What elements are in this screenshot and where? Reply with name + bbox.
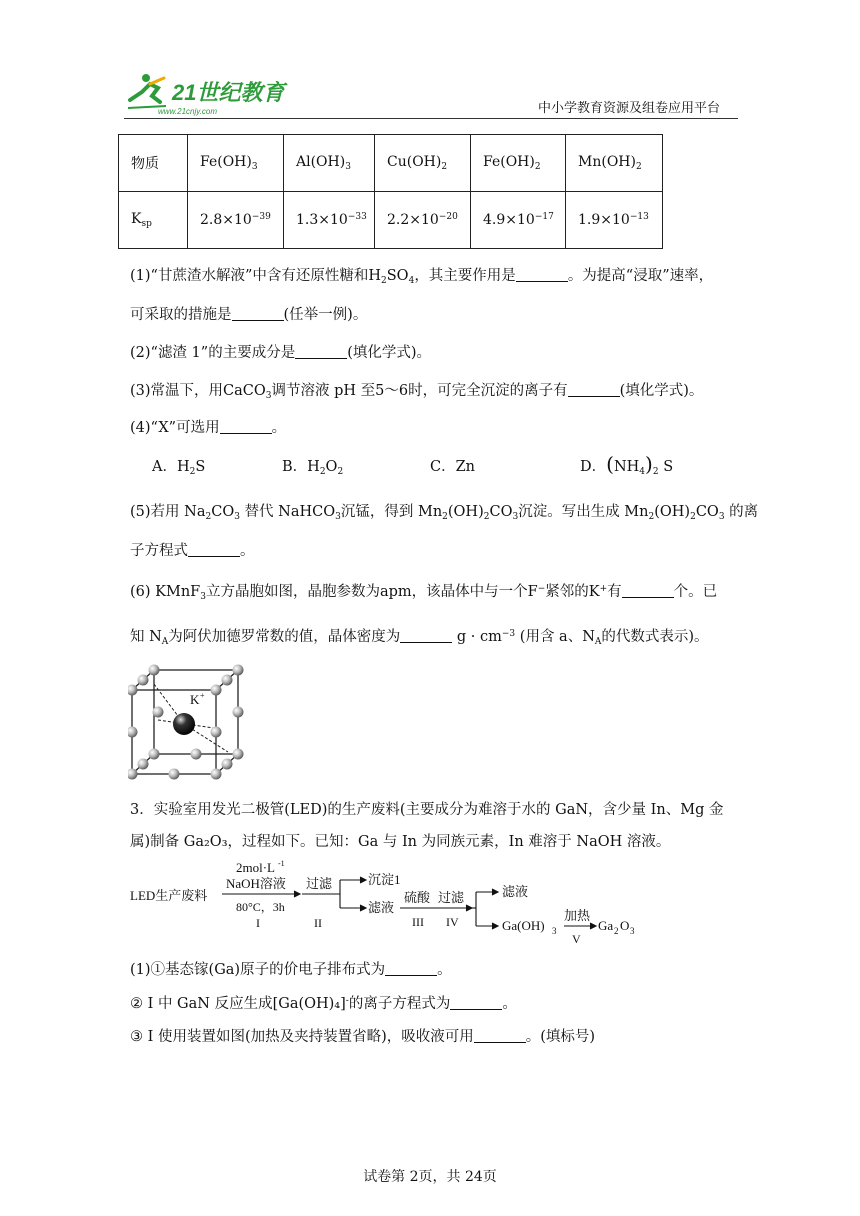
question-1-line-1: (1)“甘蔗渣水解液”中含有还原性糖和$H_2SO_4$，其主要作用是 。为提高“浸取”速率， — [130, 268, 714, 286]
answer-blank[interactable] — [474, 1030, 526, 1043]
table-cell: 物质 — [119, 135, 188, 192]
answer-blank[interactable] — [220, 421, 272, 434]
process-flowchart — [130, 854, 650, 950]
table-cell: $1.3\times 10^{-33}$ — [284, 192, 375, 249]
answer-blank[interactable] — [450, 997, 502, 1010]
flow-start: LED生产废料 — [130, 888, 208, 903]
question-5-line-2: 子方程式 。 — [130, 543, 255, 559]
option-c[interactable]: C．Zn — [430, 459, 476, 475]
flow-heat: 加热 — [564, 908, 591, 923]
flow-acid: 硫酸 — [404, 890, 431, 905]
flow-gallium-oxide: Ga — [598, 918, 614, 933]
answer-blank[interactable] — [400, 630, 452, 643]
answer-blank[interactable] — [622, 585, 674, 598]
question-2: (2)“滤渣 1”的主要成分是 (填化学式)。 — [130, 345, 432, 361]
answer-blank[interactable] — [385, 963, 437, 976]
svg-text:3: 3 — [552, 926, 557, 936]
runner-icon — [128, 74, 166, 108]
logo-text: 21世纪教育 — [172, 80, 285, 105]
table-row — [119, 135, 663, 192]
flow-filtrate-2: 滤液 — [502, 884, 529, 899]
potassium-label: K — [190, 692, 200, 707]
logo — [124, 70, 294, 118]
table-row — [119, 192, 663, 249]
answer-blank[interactable] — [188, 544, 240, 557]
answer-blank[interactable] — [232, 308, 284, 321]
question-3: (3)常温下，用CaCO$_3$调节溶液 pH 至5～6时，可完全沉淀的离子有 (填化学式)。 — [130, 383, 704, 401]
table-cell: $Fe(OH)_3$ — [188, 135, 284, 192]
table-cell: $2.2\times 10^{-20}$ — [375, 192, 471, 249]
table-cell: $Al(OH)_3$ — [284, 135, 375, 192]
table-cell: $Fe(OH)_2$ — [471, 135, 566, 192]
flow-step-3: III — [412, 915, 424, 929]
option-a[interactable]: A．$H_2S$ — [152, 459, 206, 477]
question-5-line-1: (5)若用 $Na_2CO_3$ 替代 NaHCO$_3$沉锰，得到 $Mn_2(OH)_2CO_3$沉淀。写出生成 $Mn_2(OH)_2CO_3$ 的离 — [130, 504, 759, 522]
table-cell: $1.9\times 10^{-13}$ — [566, 192, 663, 249]
table-cell: $K_{sp}$ — [119, 192, 188, 249]
page-footer: 试卷第 2页，共 24页 — [363, 1169, 497, 1185]
problem-3-intro-line-1: 3．实验室用发光二极管(LED)的生产废料(主要成分为难溶于水的 GaN，含少量 In、Mg 金 — [130, 802, 724, 818]
problem-3-intro-line-2: 属)制备 Ga₂O₃，过程如下。已知：Ga 与 In 为同族元素，In 难溶于 NaOH 溶液。 — [130, 834, 671, 850]
flow-naoh: NaOH溶液 — [226, 876, 286, 891]
flow-step-4: IV — [446, 915, 459, 929]
subquestion-2: ② I 中 GaN 反应生成[Ga(OH)₄]-的离子方程式为 。 — [130, 996, 517, 1012]
flow-step-5: V — [572, 932, 581, 946]
answer-blank[interactable] — [516, 269, 568, 282]
potassium-ion — [173, 713, 195, 735]
question-1-line-2: 可采取的措施是 (任举一例)。 — [130, 307, 368, 323]
header-platform-text: 中小学教育资源及组卷应用平台 — [537, 100, 720, 115]
flow-filtrate: 滤液 — [368, 900, 395, 915]
crystal-cell-diagram — [128, 664, 248, 784]
table-cell: $4.9\times 10^{-17}$ — [471, 192, 566, 249]
table-cell: $Cu(OH)_2$ — [375, 135, 471, 192]
svg-text:-1: -1 — [278, 859, 285, 868]
table-cell: $2.8\times 10^{-39}$ — [188, 192, 284, 249]
option-b[interactable]: B．$H_2O_2$ — [282, 459, 344, 477]
flow-filter-2: 过滤 — [438, 890, 465, 905]
option-d[interactable]: D．$(NH_4)_2$ S — [580, 452, 674, 477]
logo-url: www.21cnjy.com — [158, 107, 217, 116]
ksp-table — [118, 134, 663, 249]
flow-precipitate-1: 沉淀1 — [368, 872, 401, 887]
svg-text:3: 3 — [630, 926, 635, 936]
flow-concentration: 2mol·L — [236, 860, 275, 875]
flow-temp: 80°C，3h — [236, 900, 285, 914]
flow-filter-1: 过滤 — [306, 876, 333, 891]
answer-blank[interactable] — [295, 346, 347, 359]
header-divider — [124, 118, 738, 119]
svg-text:O: O — [620, 918, 630, 933]
table-cell: $Mn(OH)_2$ — [566, 135, 663, 192]
subquestion-1: (1)①基态镓(Ga)原子的价电子排布式为 。 — [130, 962, 452, 978]
question-6-line-2: 知 $N_A$为阿伏加德罗常数的值，晶体密度为 $g \cdot cm^{-3}$ (用含 a、$N_A$的代数式表示)。 — [130, 629, 709, 647]
question-6-line-1: (6) KMnF$_3$立方晶胞如图，晶胞参数为apm，该晶体中与一个F−紧邻的K+有 个。已 — [130, 584, 718, 602]
question-4: (4)“X”可选用 。 — [130, 420, 287, 436]
flow-step-1: I — [256, 916, 260, 930]
answer-blank[interactable] — [568, 384, 620, 397]
flow-gallium-hydroxide: Ga(OH) — [502, 918, 545, 933]
svg-text:+: + — [200, 691, 205, 700]
flow-step-2: II — [314, 916, 322, 930]
svg-text:2: 2 — [614, 926, 619, 936]
subquestion-3: ③ I 使用装置如图(加热及夹持装置省略)，吸收液可用 。(填标号) — [130, 1029, 596, 1045]
